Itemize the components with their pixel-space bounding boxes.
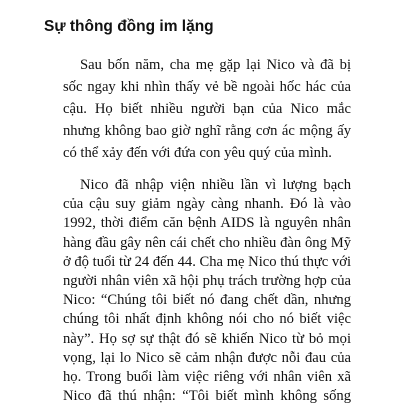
- paragraph-line: vọng, lại lo Nico sẽ cảm nhận được nỗi đau của: [63, 349, 351, 366]
- paragraph-line: hàng đầu gây nên cái chết cho nhiều đàn ông Mỹ: [63, 234, 351, 251]
- paragraph-line: cậu. Họ biết nhiều người bạn của Nico mắc: [63, 101, 351, 117]
- paragraph-line: họ. Trong buổi làm việc riêng với nhân viên xã: [63, 369, 351, 385]
- paragraph-line: 1992, thời điểm căn bệnh AIDS là nguyên nhân: [63, 215, 351, 232]
- paragraph-line: nhưng không bao giờ nghĩ rằng cơn ác mộng ấy: [63, 123, 351, 139]
- section-heading: Sự thông đồng im lặng: [44, 18, 214, 35]
- paragraph-line: Sau bốn năm, cha mẹ gặp lại Nico và đã bị: [80, 57, 351, 73]
- paragraph-line: Nico đã thú nhận: “Tôi biết mình không sống: [63, 388, 351, 405]
- paragraph-line: này”. Họ sợ sự thật đó sẽ khiến Nico từ bỏ mọi: [63, 330, 351, 347]
- paragraph-line: chúng tôi nhất định không nói cho nó biết việc: [63, 311, 351, 328]
- paragraph-line: có thể xảy đến với đứa con yêu quý của mình.: [63, 145, 332, 161]
- paragraph-line: người nhân viên xã hội phụ trách trường hợp của: [63, 273, 351, 289]
- paragraph-line: Nico đã nhập viện nhiều lần vì lượng bạch: [80, 177, 351, 193]
- paragraph-line: ở độ tuổi từ 24 đến 44. Cha mẹ Nico thú thực với: [63, 253, 351, 270]
- paragraph-line: sốc ngay khi nhìn thấy vẻ bề ngoài hốc hác của: [63, 79, 351, 95]
- paragraph-line: của cậu suy giảm ngày càng nhanh. Đó là vào: [63, 196, 351, 213]
- paragraph-line: Nico: “Chúng tôi biết nó đang chết dần, nhưng: [63, 292, 351, 309]
